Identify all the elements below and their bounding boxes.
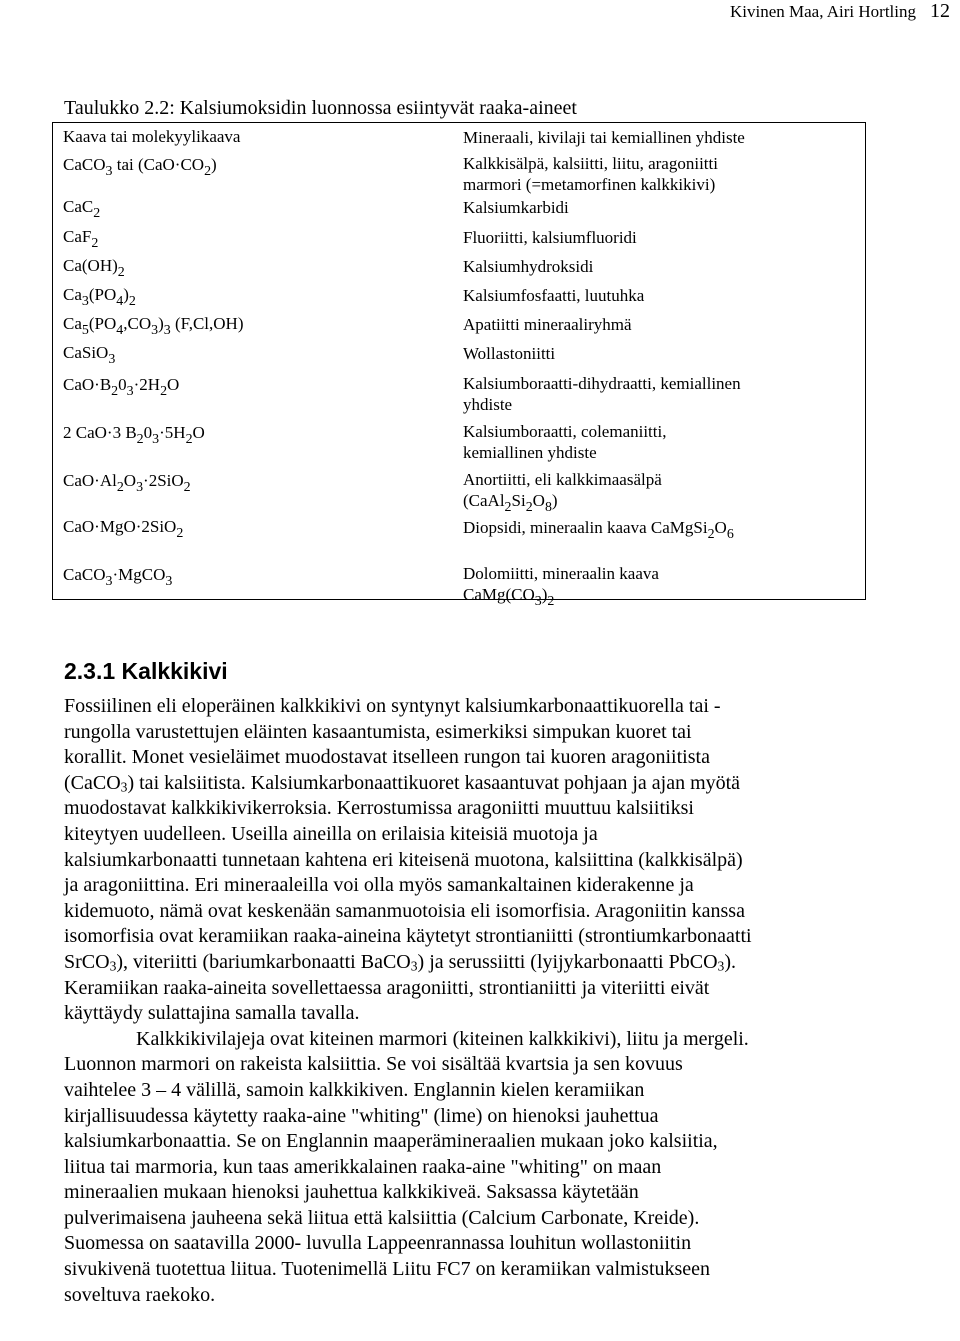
mineral-line <box>463 490 863 515</box>
formula-text: (PO <box>88 314 117 333</box>
body-subscript: 3 <box>410 958 418 974</box>
formula-cell <box>63 256 453 280</box>
mineral-subscript: 8 <box>544 499 552 515</box>
mineral-subscript: 2 <box>707 526 715 542</box>
minerals-table <box>52 122 866 609</box>
formula-subscript: 2 <box>204 163 212 179</box>
body-text: Kalkkikivilajeja ovat kiteinen marmori (kiteinen kalkkikivi), liitu ja mergeli. <box>136 1027 749 1050</box>
header-authors: Kivinen Maa, Airi Hortling <box>729 2 916 21</box>
formula-text: CaCO <box>63 155 106 174</box>
mineral-text: Fluoriitti, kalsiumfluoridi <box>463 228 637 247</box>
formula-subscript: 3 <box>163 322 171 338</box>
section-title: Kalkkikivi <box>121 658 228 684</box>
formula-text: Ca(OH) <box>63 256 118 275</box>
formula-subscript: 2 <box>111 383 119 399</box>
body-line <box>64 1001 894 1027</box>
body-line <box>64 796 894 822</box>
formula-subscript: 2 <box>91 235 99 251</box>
formula-text: ·2H <box>133 375 161 394</box>
body-text: Luonnon marmori on rakeista kalsiittia. Se voi sisältää kvartsia ja sen kovuus <box>64 1053 683 1076</box>
mineral-text: Kalsiumhydroksidi <box>463 257 594 276</box>
body-line <box>64 1027 894 1053</box>
mineral-text: ) <box>551 491 558 510</box>
formula-subscript: 2 <box>136 431 144 447</box>
formula-text: (F,Cl,OH) <box>170 314 244 333</box>
mineral-text: kemiallinen yhdiste <box>463 443 597 462</box>
formula-text: Ca <box>63 285 82 304</box>
body-text: mineraalien mukaan hienoksi jauhettua kalkkikiveä. Saksassa käytetään <box>64 1181 639 1204</box>
formula-text: CaO·MgO·2SiO <box>63 517 177 536</box>
body-line <box>64 873 894 899</box>
mineral-text: O <box>714 518 727 537</box>
formula-text: ) <box>211 155 217 174</box>
body-line <box>64 1180 894 1206</box>
body-line <box>64 1283 894 1309</box>
body-text: kalsiumkarbonaatti tunnetaan kahtena eri kiteisenä muotona, kalsiittina (kalkkisälpä) <box>64 848 743 871</box>
mineral-text: marmori (=metamorfinen kalkkikivi) <box>463 175 716 194</box>
formula-subscript: 3 <box>136 479 144 495</box>
formula-text: ·MgCO <box>112 565 166 584</box>
formula-subscript: 3 <box>105 573 113 589</box>
mineral-line <box>463 227 863 248</box>
formula-subscript: 3 <box>108 351 116 367</box>
body-text: korallit. Monet vesieläimet muodostavat itselleen rungon tai kuoren aragoniitista <box>64 746 710 769</box>
section-heading <box>64 658 228 685</box>
mineral-text: Anortiitti, eli kalkkimaasälpä <box>463 470 662 489</box>
formula-text: 2 CaO·3 B <box>63 423 137 442</box>
formula-subscript: 5 <box>81 322 89 338</box>
formula-subscript: 3 <box>151 322 159 338</box>
formula-subscript: 2 <box>116 479 124 495</box>
formula-text: O <box>167 375 180 394</box>
body-text: ) tai kalsiitista. Kalsiumkarbonaattikuoret kasaantuvat pohjaan ja ajan myötä <box>127 771 741 794</box>
mineral-line <box>463 373 863 394</box>
formula-text: ·5H <box>159 423 186 442</box>
formula-text: 0 <box>143 423 153 442</box>
body-line <box>64 694 894 720</box>
body-subscript: 3 <box>109 958 117 974</box>
mineral-cell <box>463 469 863 515</box>
mineral-text: Apatiitti mineraaliryhmä <box>463 315 632 334</box>
page-header <box>730 0 950 24</box>
formula-subscript: 2 <box>93 205 101 221</box>
mineral-text: yhdiste <box>463 395 513 414</box>
mineral-subscript: 6 <box>726 526 734 542</box>
formula-cell <box>63 471 453 495</box>
formula-cell <box>63 227 453 251</box>
body-text: sivukivenä tuotettua liitua. Tuotenimellä Liitu FC7 on keramiikan valmistukseen <box>64 1258 711 1281</box>
body-text: ja aragoniittina. Eri mineraaleilla voi olla myös samankaltainen kiderakenne ja <box>64 874 694 897</box>
mineral-subscript: 3 <box>534 593 542 609</box>
body-text: SrCO <box>64 950 110 973</box>
formula-text: 0 <box>118 375 127 394</box>
mineral-line <box>463 343 863 364</box>
body-text: liitua tai marmoria, kun taas amerikkalainen raaka-aine "whiting" on maan <box>64 1155 662 1178</box>
body-line <box>64 1231 894 1257</box>
body-line <box>64 976 894 1002</box>
column-header-mineral: Mineraali, kivilaji tai kemiallinen yhdiste <box>463 128 745 147</box>
formula-text: ,CO <box>123 314 152 333</box>
mineral-cell <box>463 285 863 306</box>
mineral-line <box>463 563 863 584</box>
formula-text: ·2SiO <box>143 471 184 490</box>
body-subscript: 3 <box>717 958 725 974</box>
body-text: (CaCO <box>64 771 121 794</box>
formula-text: tai (CaO·CO <box>112 155 205 174</box>
mineral-text: Wollastoniitti <box>463 344 556 363</box>
mineral-line <box>463 256 863 277</box>
formula-subscript: 3 <box>126 383 134 399</box>
body-text: soveltuva raekoko. <box>64 1283 216 1306</box>
mineral-line <box>463 421 863 442</box>
body-line <box>64 924 894 950</box>
mineral-line <box>463 174 863 195</box>
mineral-cell <box>463 197 863 218</box>
formula-subscript: 4 <box>116 322 124 338</box>
mineral-text: Diopsidi, mineraalin kaava CaMgSi <box>463 518 708 537</box>
body-line <box>64 1257 894 1283</box>
formula-subscript: 2 <box>176 525 184 541</box>
formula-cell <box>63 197 453 221</box>
mineral-line <box>463 517 863 542</box>
mineral-cell <box>463 421 863 463</box>
body-line <box>64 1052 894 1078</box>
formula-text: (PO <box>88 285 117 304</box>
formula-text: O <box>123 471 137 490</box>
mineral-text: O <box>532 491 545 510</box>
body-line <box>64 848 894 874</box>
mineral-subscript: 2 <box>525 499 533 515</box>
body-text: vaihtelee 3 – 4 välillä, samoin kalkkikiven. Englannin kielen keramiikan <box>64 1078 645 1101</box>
mineral-subscript: 2 <box>504 499 512 515</box>
body-subscript: 3 <box>120 779 128 795</box>
body-line <box>64 1129 894 1155</box>
mineral-line <box>463 394 863 415</box>
body-text: kidemuoto, nämä ovat keskenään samanmuotoisia eli isomorfisia. Aragoniitin kanssa <box>64 899 745 922</box>
body-text: kirjallisuudessa käytetty raaka-aine "whiting" (lime) on hienoksi jauhettua <box>64 1104 659 1127</box>
mineral-line <box>463 153 863 174</box>
formula-text: CaO·B <box>63 375 112 394</box>
formula-subscript: 3 <box>165 573 173 589</box>
mineral-text: Si <box>511 491 526 510</box>
body-line <box>64 1078 894 1104</box>
body-text: käyttäydy sulattajina samalla tavalla. <box>64 1002 360 1025</box>
mineral-text: Kalsiumkarbidi <box>463 198 569 217</box>
mineral-cell <box>463 314 863 335</box>
body-text: Fossiilinen eli eloperäinen kalkkikivi on syntynyt kalsiumkarbonaattikuorella tai - <box>64 695 721 717</box>
mineral-subscript: 2 <box>547 593 555 609</box>
mineral-line <box>463 197 863 218</box>
mineral-text: ) <box>541 585 548 604</box>
formula-subscript: 3 <box>105 163 113 179</box>
mineral-text: Dolomiitti, mineraalin kaava <box>463 564 659 583</box>
mineral-text: Kalsiumboraatti, colemaniitti, <box>463 422 667 441</box>
formula-text: CaF <box>63 227 92 246</box>
mineral-text: Kalsiumboraatti-dihydraatti, kemiallinen <box>463 374 741 393</box>
formula-cell <box>63 155 453 179</box>
body-line <box>64 822 894 848</box>
formula-subscript: 3 <box>81 293 89 309</box>
body-line <box>64 1104 894 1130</box>
body-text: Suomessa on saatavilla 2000- luvulla Lappeenrannassa louhitun wollastoniitin <box>64 1232 692 1255</box>
formula-cell <box>63 423 453 447</box>
mineral-cell <box>463 256 863 277</box>
formula-subscript: 2 <box>183 479 191 495</box>
formula-cell <box>63 375 453 399</box>
body-text: kiteytyen uudelleen. Useilla aineilla on erilaisia kiteisiä muotoja ja <box>64 822 598 845</box>
formula-subscript: 2 <box>128 293 136 309</box>
body-text: ), viteriitti (bariumkarbonaatti BaCO <box>116 950 411 973</box>
formula-text: CaC <box>63 197 94 216</box>
mineral-text: Kalkkisälpä, kalsiitti, liitu, aragoniitti <box>463 154 718 173</box>
mineral-line <box>463 584 863 609</box>
formula-cell <box>63 343 453 367</box>
body-line <box>64 1206 894 1232</box>
formula-subscript: 2 <box>160 383 168 399</box>
formula-text: CaO·Al <box>63 471 117 490</box>
mineral-cell <box>463 153 863 195</box>
body-line <box>64 1155 894 1181</box>
body-line <box>64 771 894 797</box>
formula-text: CaSiO <box>63 343 109 362</box>
formula-text: Ca <box>63 314 82 333</box>
mineral-cell <box>463 343 863 364</box>
formula-subscript: 2 <box>117 264 125 280</box>
body-text: rungolla varustettujen eläinten kasaantumista, esimerkiksi simpukan kuoret tai <box>64 720 692 743</box>
mineral-line <box>463 314 863 335</box>
mineral-cell <box>463 373 863 415</box>
mineral-text: Kalsiumfosfaatti, luutuhka <box>463 286 645 305</box>
mineral-line <box>463 285 863 306</box>
formula-cell <box>63 565 453 589</box>
formula-cell <box>63 314 453 338</box>
formula-text: ) <box>158 314 164 333</box>
formula-subscript: 4 <box>116 293 124 309</box>
body-line <box>64 745 894 771</box>
body-text: Keramiikan raaka-aineita sovellettaessa aragoniitti, strontianiitti ja viteriitti eivät <box>64 976 710 999</box>
formula-subscript: 3 <box>152 431 160 447</box>
mineral-line <box>463 469 863 490</box>
body-text: ). <box>724 950 736 973</box>
table-caption: Taulukko 2.2: Kalsiumoksidin luonnossa esiintyvät raaka-aineet <box>64 97 577 119</box>
formula-text: CaCO <box>63 565 106 584</box>
mineral-line <box>463 442 863 463</box>
formula-cell <box>63 285 453 309</box>
mineral-cell <box>463 227 863 248</box>
formula-subscript: 2 <box>185 431 193 447</box>
formula-text: ) <box>123 285 129 304</box>
mineral-cell <box>463 563 863 609</box>
body-line <box>64 899 894 925</box>
column-header-formula: Kaava tai molekyylikaava <box>63 127 241 146</box>
section-number: 2.3.1 <box>64 658 116 684</box>
body-line <box>64 950 894 976</box>
body-text: kalsiumkarbonaattia. Se on Englannin maaperämineraalien mukaan joko kalsiitia, <box>64 1130 718 1153</box>
mineral-cell <box>463 517 863 542</box>
page-number: 12 <box>930 0 950 22</box>
mineral-text: (CaAl <box>463 491 505 510</box>
body-line <box>64 720 894 746</box>
body-text: muodostavat kalkkikivikerroksia. Kerrostumissa aragoniitti muuttuu kalsiitiksi <box>64 797 694 820</box>
formula-cell <box>63 517 453 541</box>
formula-text: O <box>192 423 205 442</box>
body-text: isomorfisia ovat keramiikan raaka-aineina käytetyt strontianiitti (strontiumkarbonaatti <box>64 925 752 948</box>
body-text: pulverimaisena jauheena sekä liitua että kalsiittia (Calcium Carbonate, Kreide). <box>64 1206 700 1229</box>
mineral-text: CaMg(CO <box>463 585 535 604</box>
body-text: ) ja serussiitti (lyijykarbonaatti PbCO <box>417 950 718 973</box>
body-text <box>64 694 894 1308</box>
